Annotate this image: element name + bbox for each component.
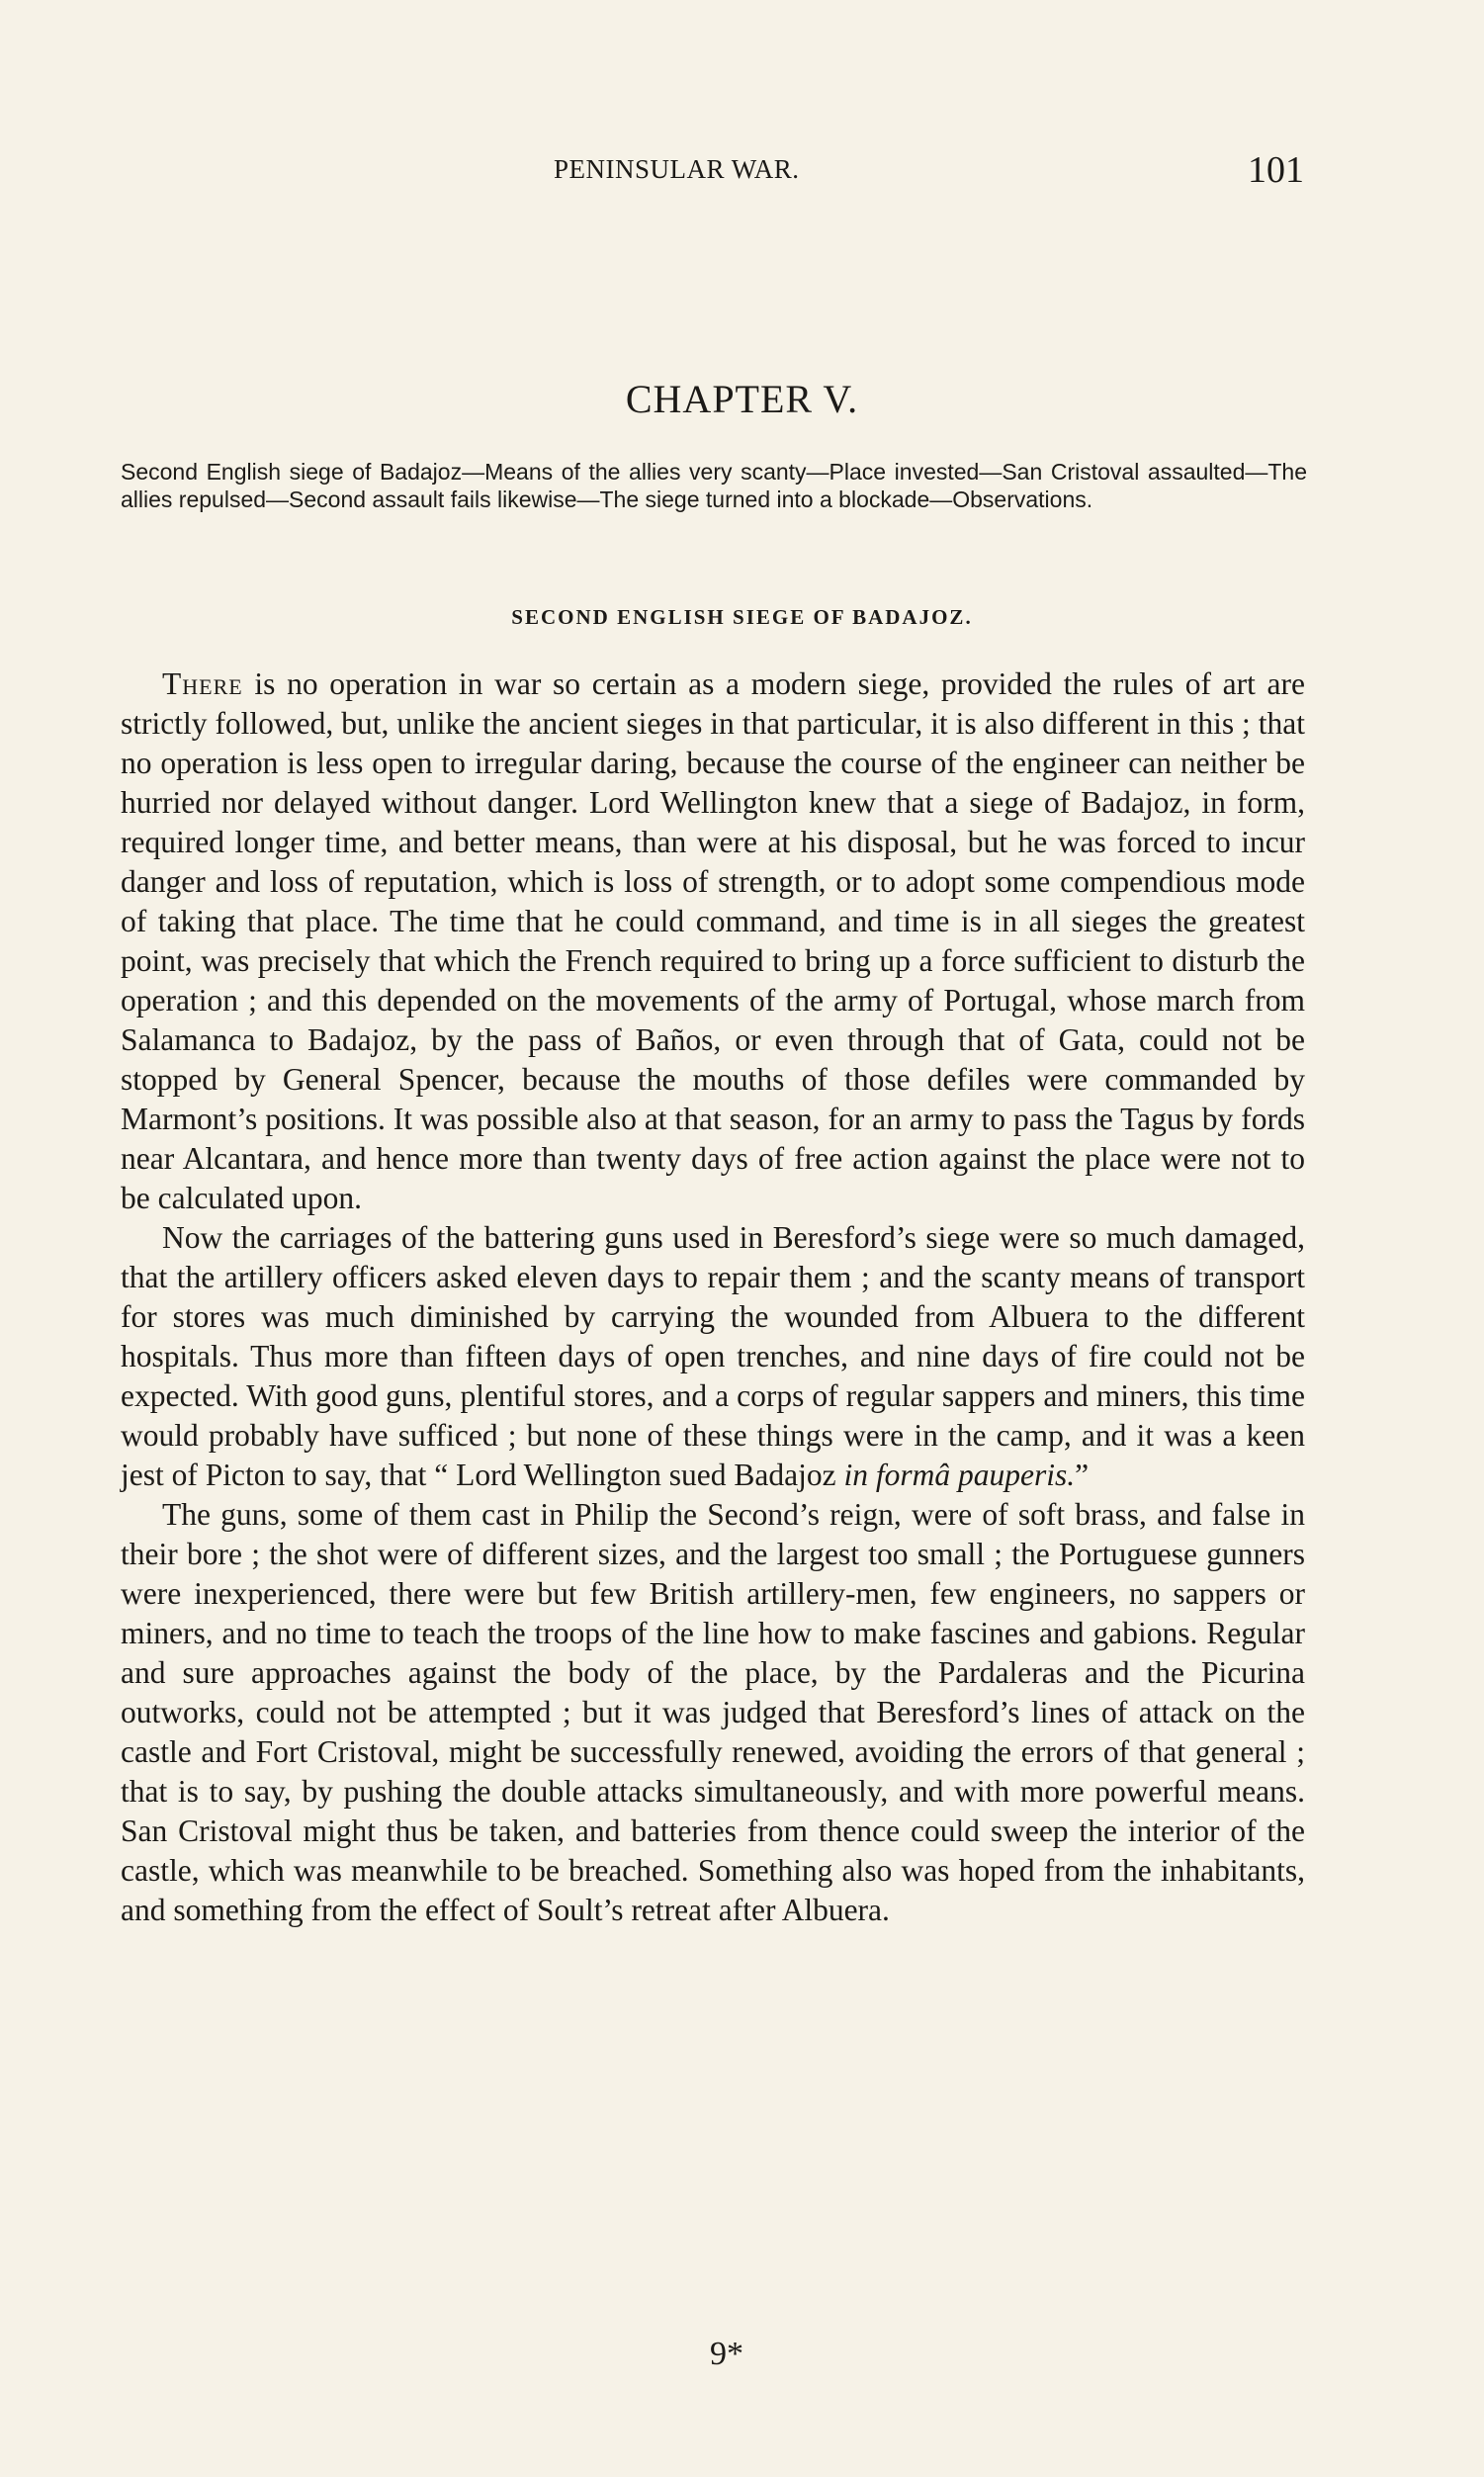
- paragraph-2: [121, 1218, 1305, 1495]
- running-title: PENINSULAR WAR.: [554, 154, 800, 184]
- paragraph-3: [121, 1495, 1305, 1930]
- chapter-synopsis: Second English siege of Badajoz—Means of the allies very scanty—Place invested—San Cristoval assaulted—The allies repulsed—Second assault fails likewise—The siege turned into a blockade—Observations.: [121, 459, 1307, 512]
- closing-quote: ”: [1075, 1458, 1090, 1492]
- paragraph-1-text: is no operation in war so certain as a modern siege, provided the rules of art are strictly followed, but, unlike the ancient sieges in that particular, it is also different in this ; that no operation is less open to irregular daring, because the course of the engineer can neither be hurried nor delayed without danger. Lord Wellington knew that a siege of Badajoz, in form, required longer time, and better means, than were at his disposal, but he was forced to incur danger and loss of reputation, which is loss of strength, or to adopt some compendious mode of taking that place. The time that he could command, and time is in all sieges the greatest point, was precisely that which the French required to bring up a force sufficient to disturb the operation ; and this depended on the movements of the army of Portugal, whose march from Salamanca to Badajoz, by the pass of Baños, or even through that of Gata, could not be stopped by General Spencer, because the mouths of those defiles were commanded by Marmont’s positions. It was possible also at that season, for an army to pass the Tagus by fords near Alcantara, and hence more than twenty days of free action against the place were not to be calculated upon.: [121, 666, 1305, 1215]
- lead-word: There: [162, 666, 243, 701]
- chapter-title: CHAPTER V.: [625, 377, 859, 421]
- paragraph-2-text: Now the carriages of the battering guns used in Beresford’s siege were so much damaged, that the artillery officers asked eleven days to repair them ; and the scanty means of transport for stores was much diminished by carrying the wounded from Albuera to the different hospitals. Thus more than fifteen days of open trenches, and nine days of fire could not be expected. With good guns, plentiful stores, and a corps of regular sappers and miners, this time would probably have sufficed ; but none of these things were in the camp, and it was a keen jest of Picton to say, that “ Lord Wellington sued Badajoz: [121, 1220, 1305, 1492]
- page-number: 101: [1248, 149, 1304, 191]
- paragraph-3-text: The guns, some of them cast in Philip the Second’s reign, were of soft brass, and false in their bore ; the shot were of different sizes, and the largest too small ; the Portuguese gunners were inexperienced, there were but few British artillery-men, few engineers, no sappers or miners, and no time to teach the troops of the line how to make fascines and gabions. Regular and sure approaches against the body of the place, by the Pardaleras and the Picurina outworks, could not be attempted ; but it was judged that Beresford’s lines of attack on the castle and Fort Cristoval, might be successfully renewed, avoiding the errors of that general ; that is to say, by pushing the double attacks simultaneously, and with more powerful means. San Cristoval might thus be taken, and batteries from thence could sweep the interior of the castle, which was meanwhile to be breached. Something also was hoped from the inhabitants, and something from the effect of Soult’s retreat after Albuera.: [121, 1497, 1305, 1927]
- body-text: [121, 664, 1305, 1930]
- running-head: [0, 148, 1484, 198]
- paragraph-1: [121, 664, 1305, 1218]
- latin-phrase: in formâ pauperis.: [843, 1458, 1076, 1492]
- signature-mark: 9*: [710, 2336, 743, 2372]
- section-heading: SECOND ENGLISH SIEGE OF BADAJOZ.: [511, 605, 973, 629]
